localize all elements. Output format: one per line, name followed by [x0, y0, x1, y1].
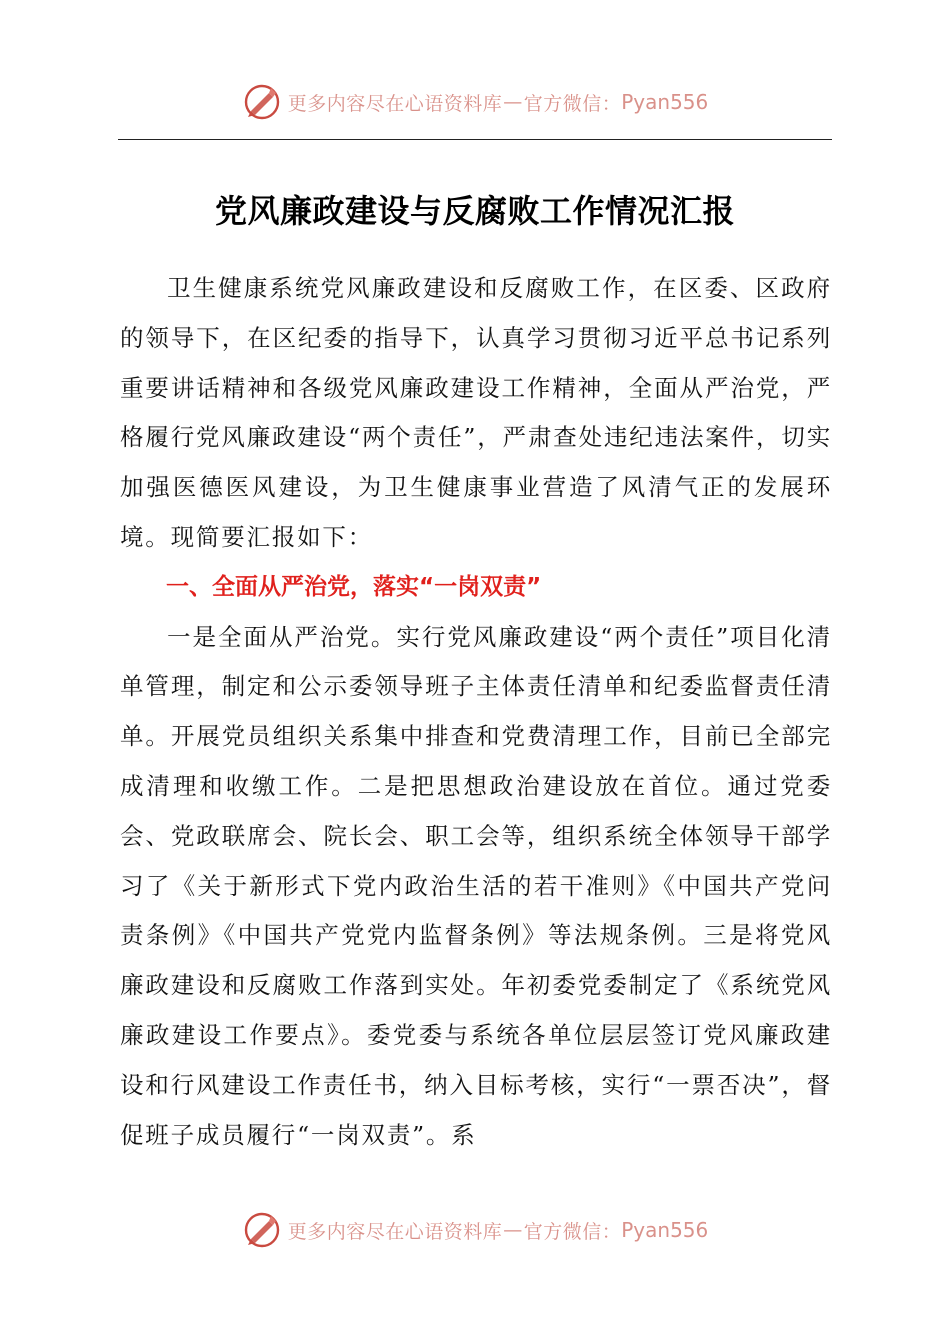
watermark-dash: —	[503, 1219, 523, 1241]
section-heading-1: 一、全面从严治党，落实“一岗双责”	[166, 573, 542, 600]
watermark-site-text: 更多内容尽在心语资料库	[287, 1220, 503, 1243]
document-body	[120, 264, 832, 1160]
pen-logo-icon	[242, 1210, 282, 1250]
watermark-label: 官方微信：	[523, 92, 622, 115]
footer-watermark	[0, 1208, 950, 1252]
watermark-wechat-id: Pyan556	[621, 1218, 709, 1242]
document-title: 党风廉政建设与反腐败工作情况汇报	[214, 192, 735, 230]
header-watermark	[0, 80, 950, 124]
watermark-label: 官方微信：	[523, 1220, 622, 1243]
section-1-paragraph: 一是全面从严治党。实行党风廉政建设“两个责任”项目化清单管理，制定和公示委领导班子主体责任清单和纪委监督责任清单。开展党员组织关系集中排查和党费清理工作，目前已全部完成清理和收缴工作。二是把思想政治建设放在首位。通过党委会、党政联席会、院长会、职工会等，组织系统全体领导干部学习了《关于新形式下党内政治生活的若干准则》《中国共产党问责条例》《中国共产党党内监督条例》等法规条例。三是将党风廉政建设和反腐败工作落到实处。年初委党委制定了《系统党风廉政建设工作要点》。委党委与系统各单位层层签订党风廉政建设和行风建设工作责任书，纳入目标考核，实行“一票否决”，督促班子成员履行“一岗双责”。系	[120, 622, 832, 1149]
watermark-dash: —	[503, 91, 523, 113]
header-divider	[118, 139, 832, 140]
watermark-site-text: 更多内容尽在心语资料库	[287, 92, 503, 115]
intro-paragraph: 卫生健康系统党风廉政建设和反腐败工作，在区委、区政府的领导下，在区纪委的指导下，认真学习贯彻习近平总书记系列重要讲话精神和各级党风廉政建设工作精神，全面从严治党，严格履行党风廉政建设“两个责任”，严肃查处违纪违法案件，切实加强医德医风建设，为卫生健康事业营造了风清气正的发展环境。现简要汇报如下：	[120, 274, 832, 551]
pen-logo-icon	[242, 82, 282, 122]
watermark-wechat-id: Pyan556	[621, 90, 709, 114]
